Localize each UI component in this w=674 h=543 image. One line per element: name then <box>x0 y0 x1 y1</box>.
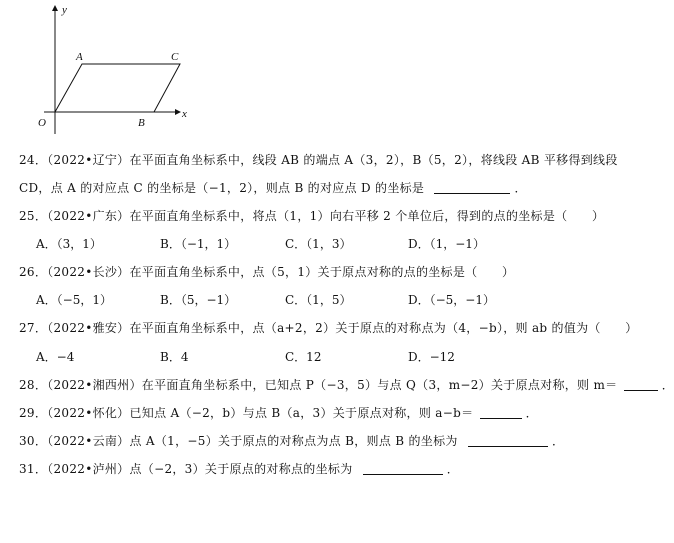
question-28 <box>19 377 674 393</box>
question-26-text: 26．（2022•长沙）在平面直角坐标系中，点（5，1）关于原点对称的点的坐标是（ ） <box>19 265 515 279</box>
question-25-text: 25．（2022•广东）在平面直角坐标系中，将点（1，1）向右平移 2 个单位后，得到的点的坐标是（ ） <box>19 209 605 223</box>
point-b-label: B <box>138 117 145 129</box>
question-31 <box>19 461 459 477</box>
question-30-end: ． <box>551 434 565 448</box>
answer-blank-28[interactable] <box>624 378 658 391</box>
question-29-text: 29．（2022•怀化）已知点 A（−2，b）与点 B（a，3）关于原点对称，则 a−b＝ <box>19 406 474 420</box>
question-31-end: ． <box>446 462 460 476</box>
origin-label: O <box>38 117 46 129</box>
question-24-end: ． <box>514 181 527 195</box>
question-30-text: 30．（2022•云南）点 A（1，−5）关于原点的对称点为点 B，则点 B 的坐标为 <box>19 434 458 448</box>
q25-option-c[interactable]: C．（1，3） <box>285 237 352 251</box>
q25-option-a[interactable]: A．（3，1） <box>36 237 102 251</box>
question-28-text: 28．（2022•湘西州）在平面直角坐标系中，已知点 P（−3，5）与点 Q（3，m−2）关于原点对称，则 m＝ <box>19 378 618 392</box>
x-axis-label: x <box>182 108 187 120</box>
q26-option-c[interactable]: C．（1，5） <box>285 293 352 307</box>
question-24-text: CD，点 A 的对应点 C 的坐标是（−1，2），则点 B 的对应点 D 的坐标是 <box>19 181 425 195</box>
q27-option-c[interactable]: C．12 <box>285 350 322 364</box>
question-30 <box>19 433 564 449</box>
q26-option-d[interactable]: D．（−5，−1） <box>408 293 496 307</box>
parallelogram <box>55 64 180 112</box>
y-axis-label: y <box>62 4 67 16</box>
q27-option-b[interactable]: B．4 <box>160 350 189 364</box>
parallelogram-diagram <box>30 0 200 140</box>
question-29-end: ． <box>525 406 538 420</box>
answer-blank-31[interactable] <box>363 462 443 475</box>
q25-option-d[interactable]: D．（1，−1） <box>408 237 485 251</box>
question-29 <box>19 405 538 421</box>
q27-option-a[interactable]: A．−4 <box>36 350 75 364</box>
question-28-end: ． <box>661 378 674 392</box>
q25-option-b[interactable]: B．（−1，1） <box>160 237 237 251</box>
question-24-line-2 <box>19 180 527 196</box>
answer-blank-29[interactable] <box>480 406 522 419</box>
answer-blank-24[interactable] <box>434 181 510 194</box>
q26-option-a[interactable]: A．（−5，1） <box>36 293 112 307</box>
question-31-text: 31．（2022•泸州）点（−2，3）关于原点的对称点的坐标为 <box>19 462 353 476</box>
q26-option-b[interactable]: B．（5，−1） <box>160 293 237 307</box>
point-a-label: A <box>76 51 83 63</box>
question-27-text: 27．（2022•雅安）在平面直角坐标系中，点（a+2，2）关于原点的对称点为（4，−b），则 ab 的值为（ ） <box>19 321 638 335</box>
question-24-line-1: 24．（2022•辽宁）在平面直角坐标系中，线段 AB 的端点 A（3，2），B（5，2），将线段 AB 平移得到线段 <box>19 153 618 167</box>
coordinate-figure <box>30 0 200 140</box>
answer-blank-30[interactable] <box>468 434 548 447</box>
point-c-label: C <box>171 51 179 63</box>
q27-option-d[interactable]: D．−12 <box>408 350 455 364</box>
